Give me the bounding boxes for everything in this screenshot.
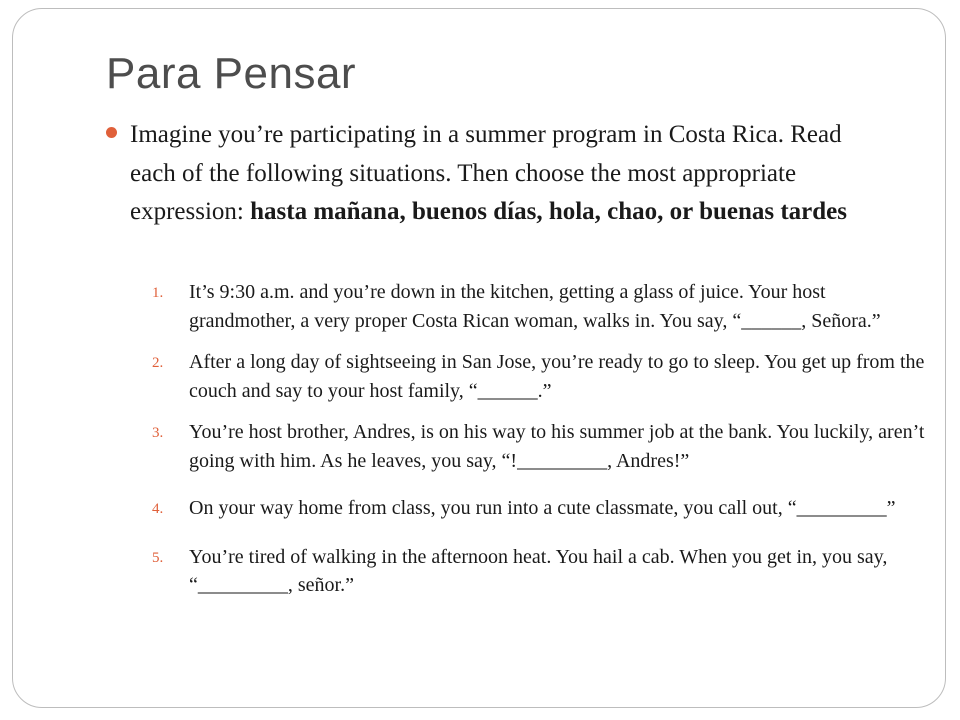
situation-text: After a long day of sightseeing in San Jose, you’re ready to go to sleep. You get up from the couch and say to your host family, “______.” xyxy=(189,351,925,402)
situation-item xyxy=(152,543,932,600)
bullet-dot-icon xyxy=(106,127,117,138)
situation-item xyxy=(152,494,932,523)
situation-number: 3. xyxy=(152,425,164,441)
slide-title: Para Pensar xyxy=(106,49,357,98)
situation-item xyxy=(152,348,932,405)
situation-number: 4. xyxy=(152,501,164,517)
situation-item xyxy=(152,418,932,475)
situation-text: You’re host brother, Andres, is on his way to his summer job at the bank. You luckily, aren’t going with him. As he leaves, you say, “!_________, Andres!” xyxy=(189,421,925,472)
intro-expressions: hasta mañana, buenos días, hola, chao, or buenas tardes xyxy=(250,198,848,225)
situation-list xyxy=(152,278,932,600)
intro-paragraph xyxy=(130,116,890,232)
situation-number: 1. xyxy=(152,285,164,301)
intro-text: Imagine you’re participating in a summer program in Costa Rica. Read each of the following situations. Then choose the most appropriate expression: xyxy=(130,121,842,225)
situation-number: 2. xyxy=(152,355,164,371)
situation-item xyxy=(152,278,932,335)
situation-number: 5. xyxy=(152,549,164,566)
situation-text: It’s 9:30 a.m. and you’re down in the kitchen, getting a glass of juice. Your host grandmother, a very proper Costa Rican woman, walks in. You say, “______, Señora.” xyxy=(189,281,881,332)
situation-text: You’re tired of walking in the afternoon heat. You hail a cab. When you get in, you say, “_________, señor.” xyxy=(189,545,888,596)
situation-text: On your way home from class, you run into a cute classmate, you call out, “_________” xyxy=(189,497,896,519)
